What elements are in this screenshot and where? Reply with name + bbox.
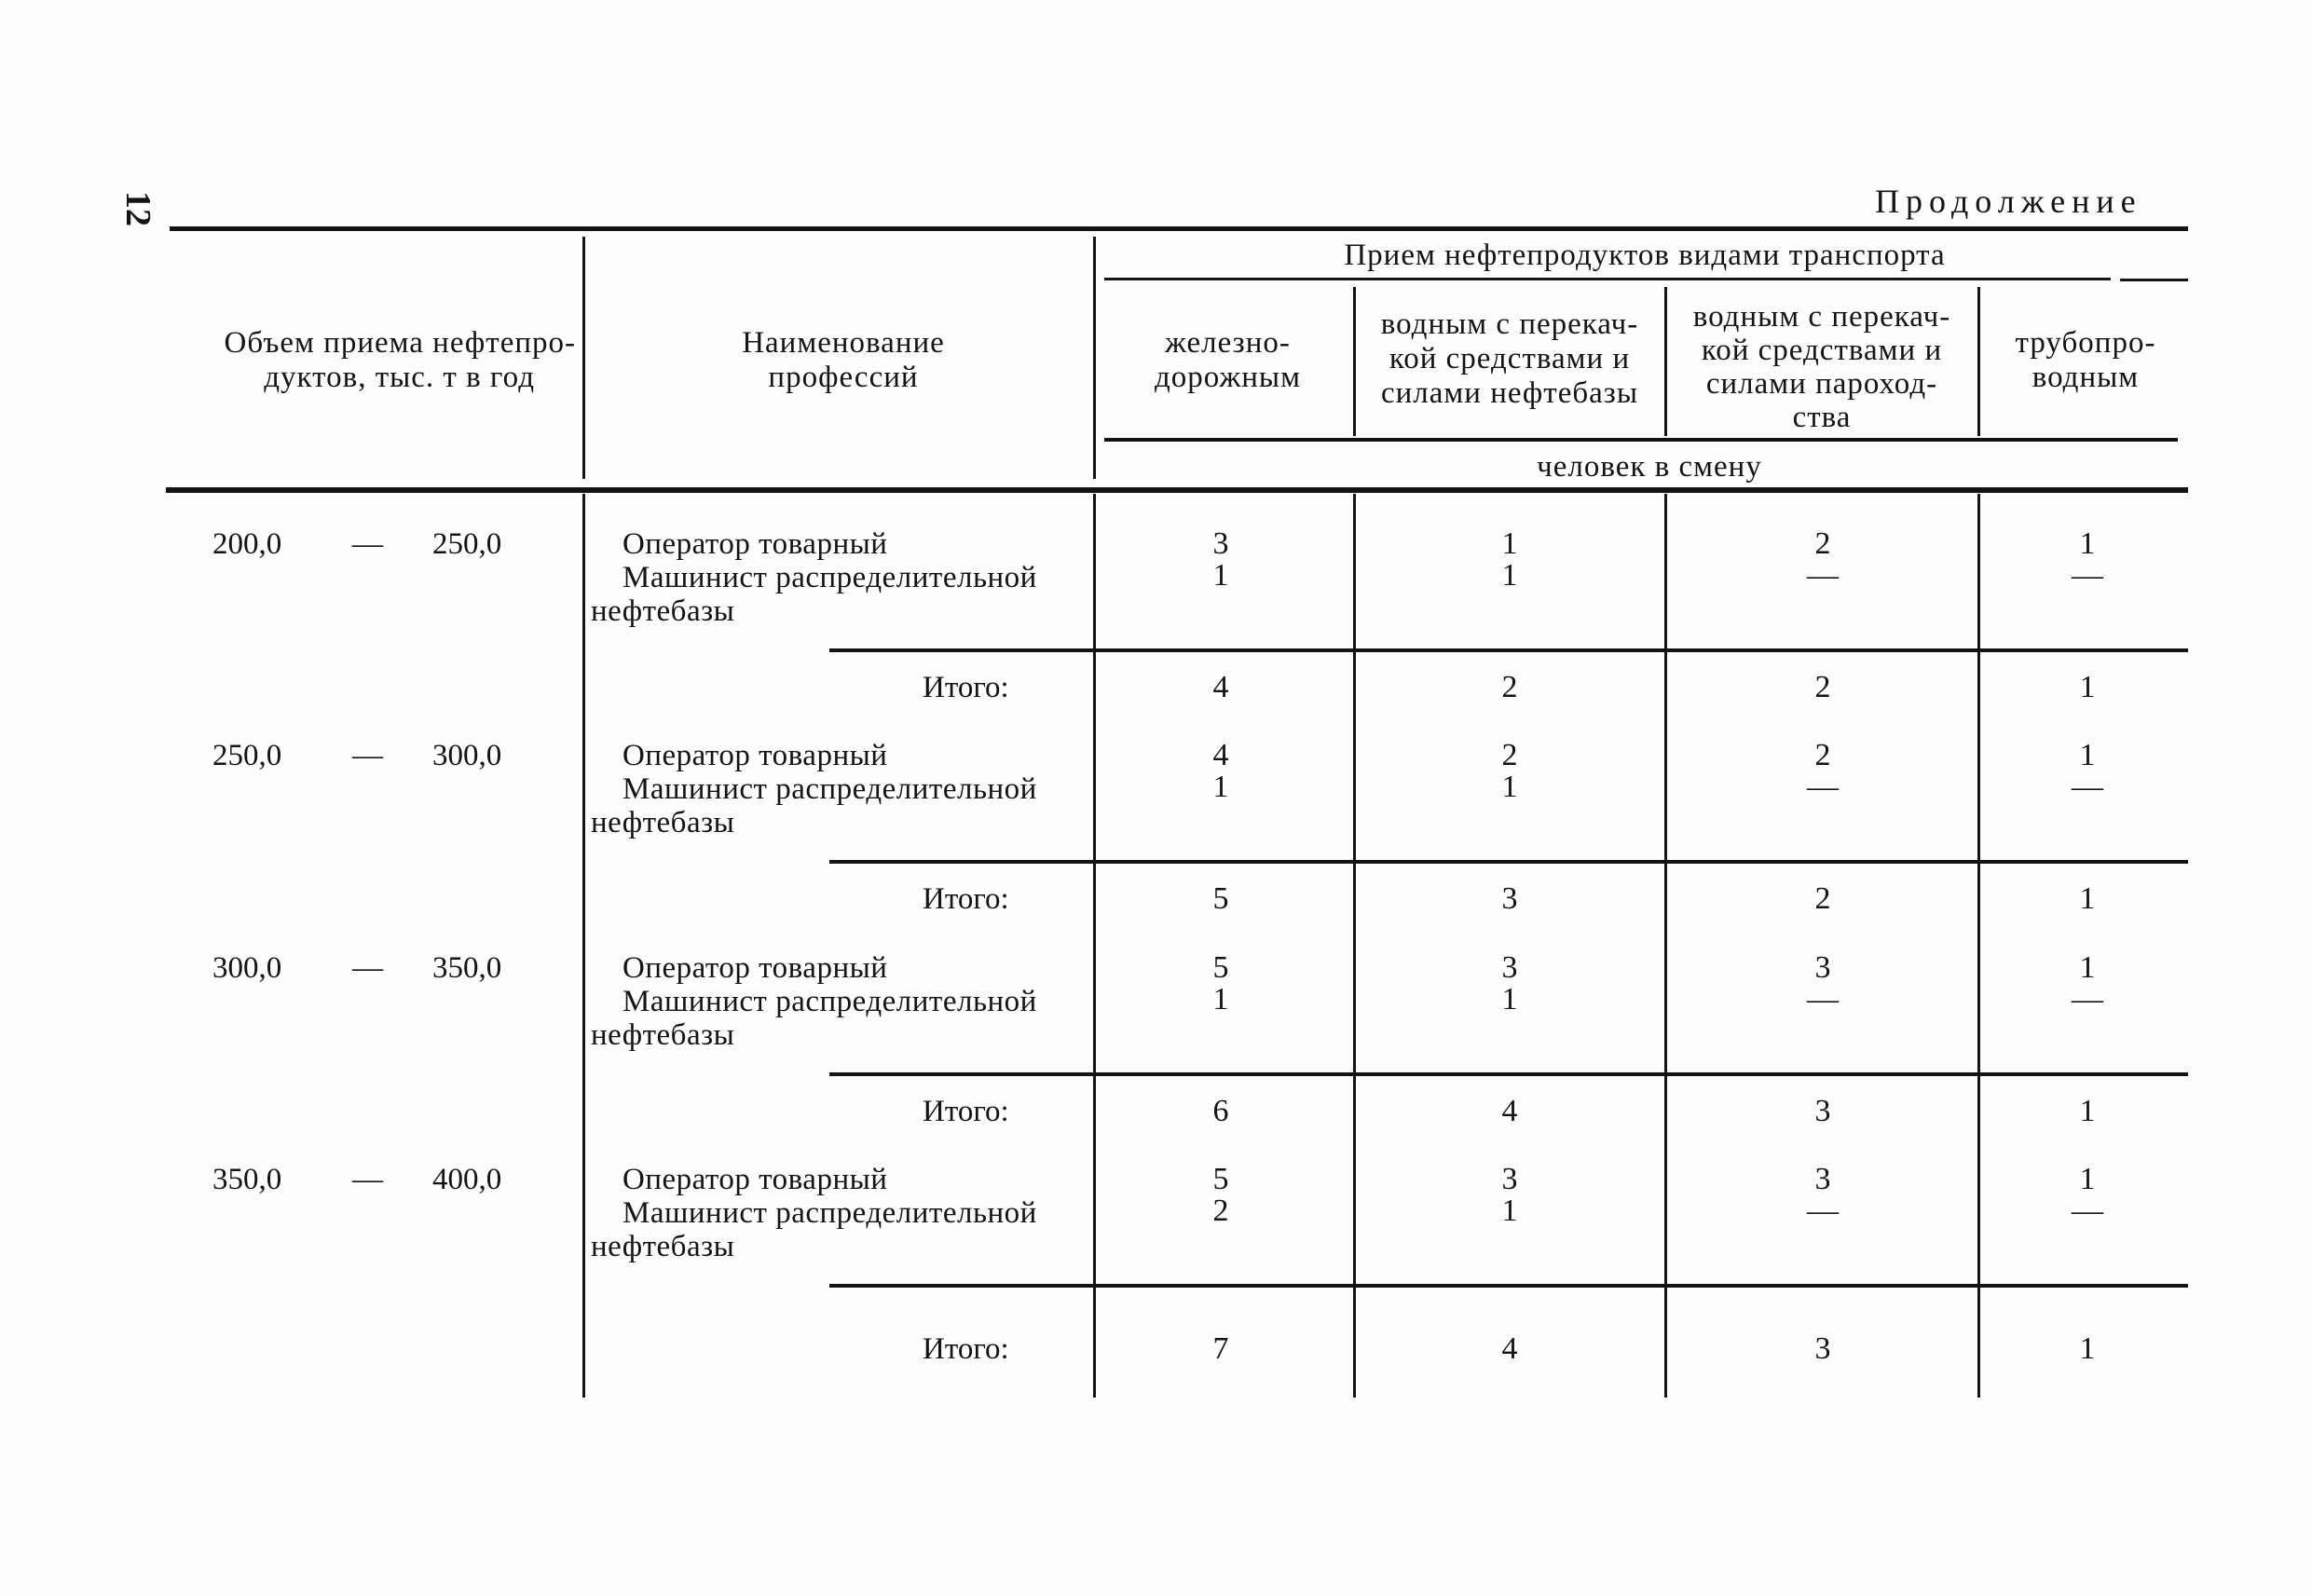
vline-volume-header	[582, 237, 585, 479]
total-label: Итого:	[923, 1332, 1009, 1366]
machinist-value: —	[2072, 982, 2103, 1016]
profession-machinist: Машинист распределительной	[622, 985, 1037, 1018]
total-value: 1	[2079, 670, 2096, 704]
operator-value: 1	[1501, 526, 1518, 561]
total-rule	[829, 1072, 2188, 1076]
operator-value: 3	[1501, 950, 1518, 985]
volume-dash: —	[352, 739, 383, 772]
total-rule	[829, 1284, 2188, 1288]
header-water-ship: водным с перекач- кой средствами и силами пароход- ства	[1692, 300, 1951, 434]
machinist-value: —	[1807, 558, 1839, 593]
total-rule	[829, 648, 2188, 652]
total-rule	[829, 860, 2188, 864]
total-value: 1	[2079, 1094, 2096, 1128]
total-value: 2	[1814, 881, 1831, 916]
group-rule-end	[2120, 279, 2188, 281]
operator-value: 3	[1814, 950, 1831, 985]
profession-operator: Оператор товарный	[622, 739, 888, 772]
vline-profession-header	[1093, 237, 1096, 479]
operator-value: 1	[2079, 950, 2096, 985]
volume-to: 400,0	[432, 1163, 502, 1196]
profession-machinist-cont: нефтебазы	[591, 806, 735, 839]
header-profession: Наименование профессий	[742, 326, 945, 394]
vline-water1-header	[1664, 287, 1667, 436]
machinist-value: 1	[1212, 558, 1229, 593]
machinist-value: —	[1807, 982, 1839, 1016]
total-label: Итого:	[923, 671, 1009, 704]
total-label: Итого:	[923, 882, 1009, 916]
operator-value: 3	[1212, 526, 1229, 561]
total-label: Итого:	[923, 1095, 1009, 1128]
vline-water2-header	[1977, 287, 1980, 436]
total-value: 4	[1501, 1331, 1518, 1366]
vline-volume	[582, 494, 585, 1398]
vline-profession	[1093, 494, 1096, 1398]
volume-to: 300,0	[432, 739, 502, 772]
group-rule	[1104, 278, 2111, 280]
machinist-value: 1	[1212, 770, 1229, 804]
total-value: 3	[1814, 1331, 1831, 1366]
operator-value: 1	[2079, 738, 2096, 772]
header-pipeline: трубопро- водным	[2015, 326, 2156, 394]
page-number: 12	[118, 191, 157, 226]
profession-machinist: Машинист распределительной	[622, 772, 1037, 806]
profession-operator: Оператор товарный	[622, 527, 888, 561]
machinist-value: —	[2072, 770, 2103, 804]
total-value: 7	[1212, 1331, 1229, 1366]
header-transport-group: Прием нефтепродуктов видами транспорта	[1344, 239, 1946, 272]
volume-from: 350,0	[212, 1163, 282, 1196]
total-value: 5	[1212, 881, 1229, 916]
profession-machinist: Машинист распределительной	[622, 1196, 1037, 1230]
volume-to: 250,0	[432, 527, 502, 561]
total-value: 2	[1814, 670, 1831, 704]
volume-dash: —	[352, 1163, 383, 1196]
profession-machinist-cont: нефтебазы	[591, 1018, 735, 1052]
operator-value: 5	[1212, 1162, 1229, 1196]
subhead-rule	[1104, 438, 2178, 442]
total-value: 3	[1501, 881, 1518, 916]
operator-value: 3	[1814, 1162, 1831, 1196]
operator-value: 2	[1814, 526, 1831, 561]
vline-water2	[1977, 494, 1980, 1398]
operator-value: 3	[1501, 1162, 1518, 1196]
continuation-label: Продолжение	[1875, 183, 2142, 220]
volume-dash: —	[352, 527, 383, 561]
operator-value: 5	[1212, 950, 1229, 985]
operator-value: 2	[1814, 738, 1831, 772]
operator-value: 1	[2079, 1162, 2096, 1196]
profession-machinist: Машинист распределительной	[622, 561, 1037, 594]
volume-to: 350,0	[432, 951, 502, 985]
total-value: 3	[1814, 1094, 1831, 1128]
operator-value: 2	[1501, 738, 1518, 772]
volume-from: 200,0	[212, 527, 282, 561]
volume-from: 300,0	[212, 951, 282, 985]
profession-machinist-cont: нефтебазы	[591, 594, 735, 628]
total-value: 1	[2079, 881, 2096, 916]
header-volume: Объем приема нефтепро- дуктов, тыс. т в год	[224, 326, 576, 394]
machinist-value: 1	[1212, 982, 1229, 1016]
volume-from: 250,0	[212, 739, 282, 772]
profession-operator: Оператор товарный	[622, 1163, 888, 1196]
profession-operator: Оператор товарный	[622, 951, 888, 985]
vline-water1	[1664, 494, 1667, 1398]
operator-value: 1	[2079, 526, 2096, 561]
machinist-value: —	[2072, 1194, 2103, 1228]
total-value: 4	[1212, 670, 1229, 704]
total-value: 2	[1501, 670, 1518, 704]
total-value: 4	[1501, 1094, 1518, 1128]
total-value: 6	[1212, 1094, 1229, 1128]
header-unit: человек в смену	[1537, 450, 1762, 484]
profession-machinist-cont: нефтебазы	[591, 1230, 735, 1263]
machinist-value: 1	[1501, 1194, 1518, 1228]
header-bottom-rule	[166, 487, 2188, 493]
machinist-value: 1	[1501, 982, 1518, 1016]
machinist-value: —	[2072, 558, 2103, 593]
total-value: 1	[2079, 1331, 2096, 1366]
machinist-value: —	[1807, 1194, 1839, 1228]
machinist-value: 2	[1212, 1194, 1229, 1228]
operator-value: 4	[1212, 738, 1229, 772]
machinist-value: 1	[1501, 558, 1518, 593]
machinist-value: 1	[1501, 770, 1518, 804]
machinist-value: —	[1807, 770, 1839, 804]
header-water-base: водным с перекач- кой средствами и силами нефтебазы	[1380, 307, 1639, 410]
header-rail: железно- дорожным	[1155, 326, 1301, 394]
top-rule	[170, 226, 2188, 231]
volume-dash: —	[352, 951, 383, 985]
vline-rail	[1353, 494, 1356, 1398]
